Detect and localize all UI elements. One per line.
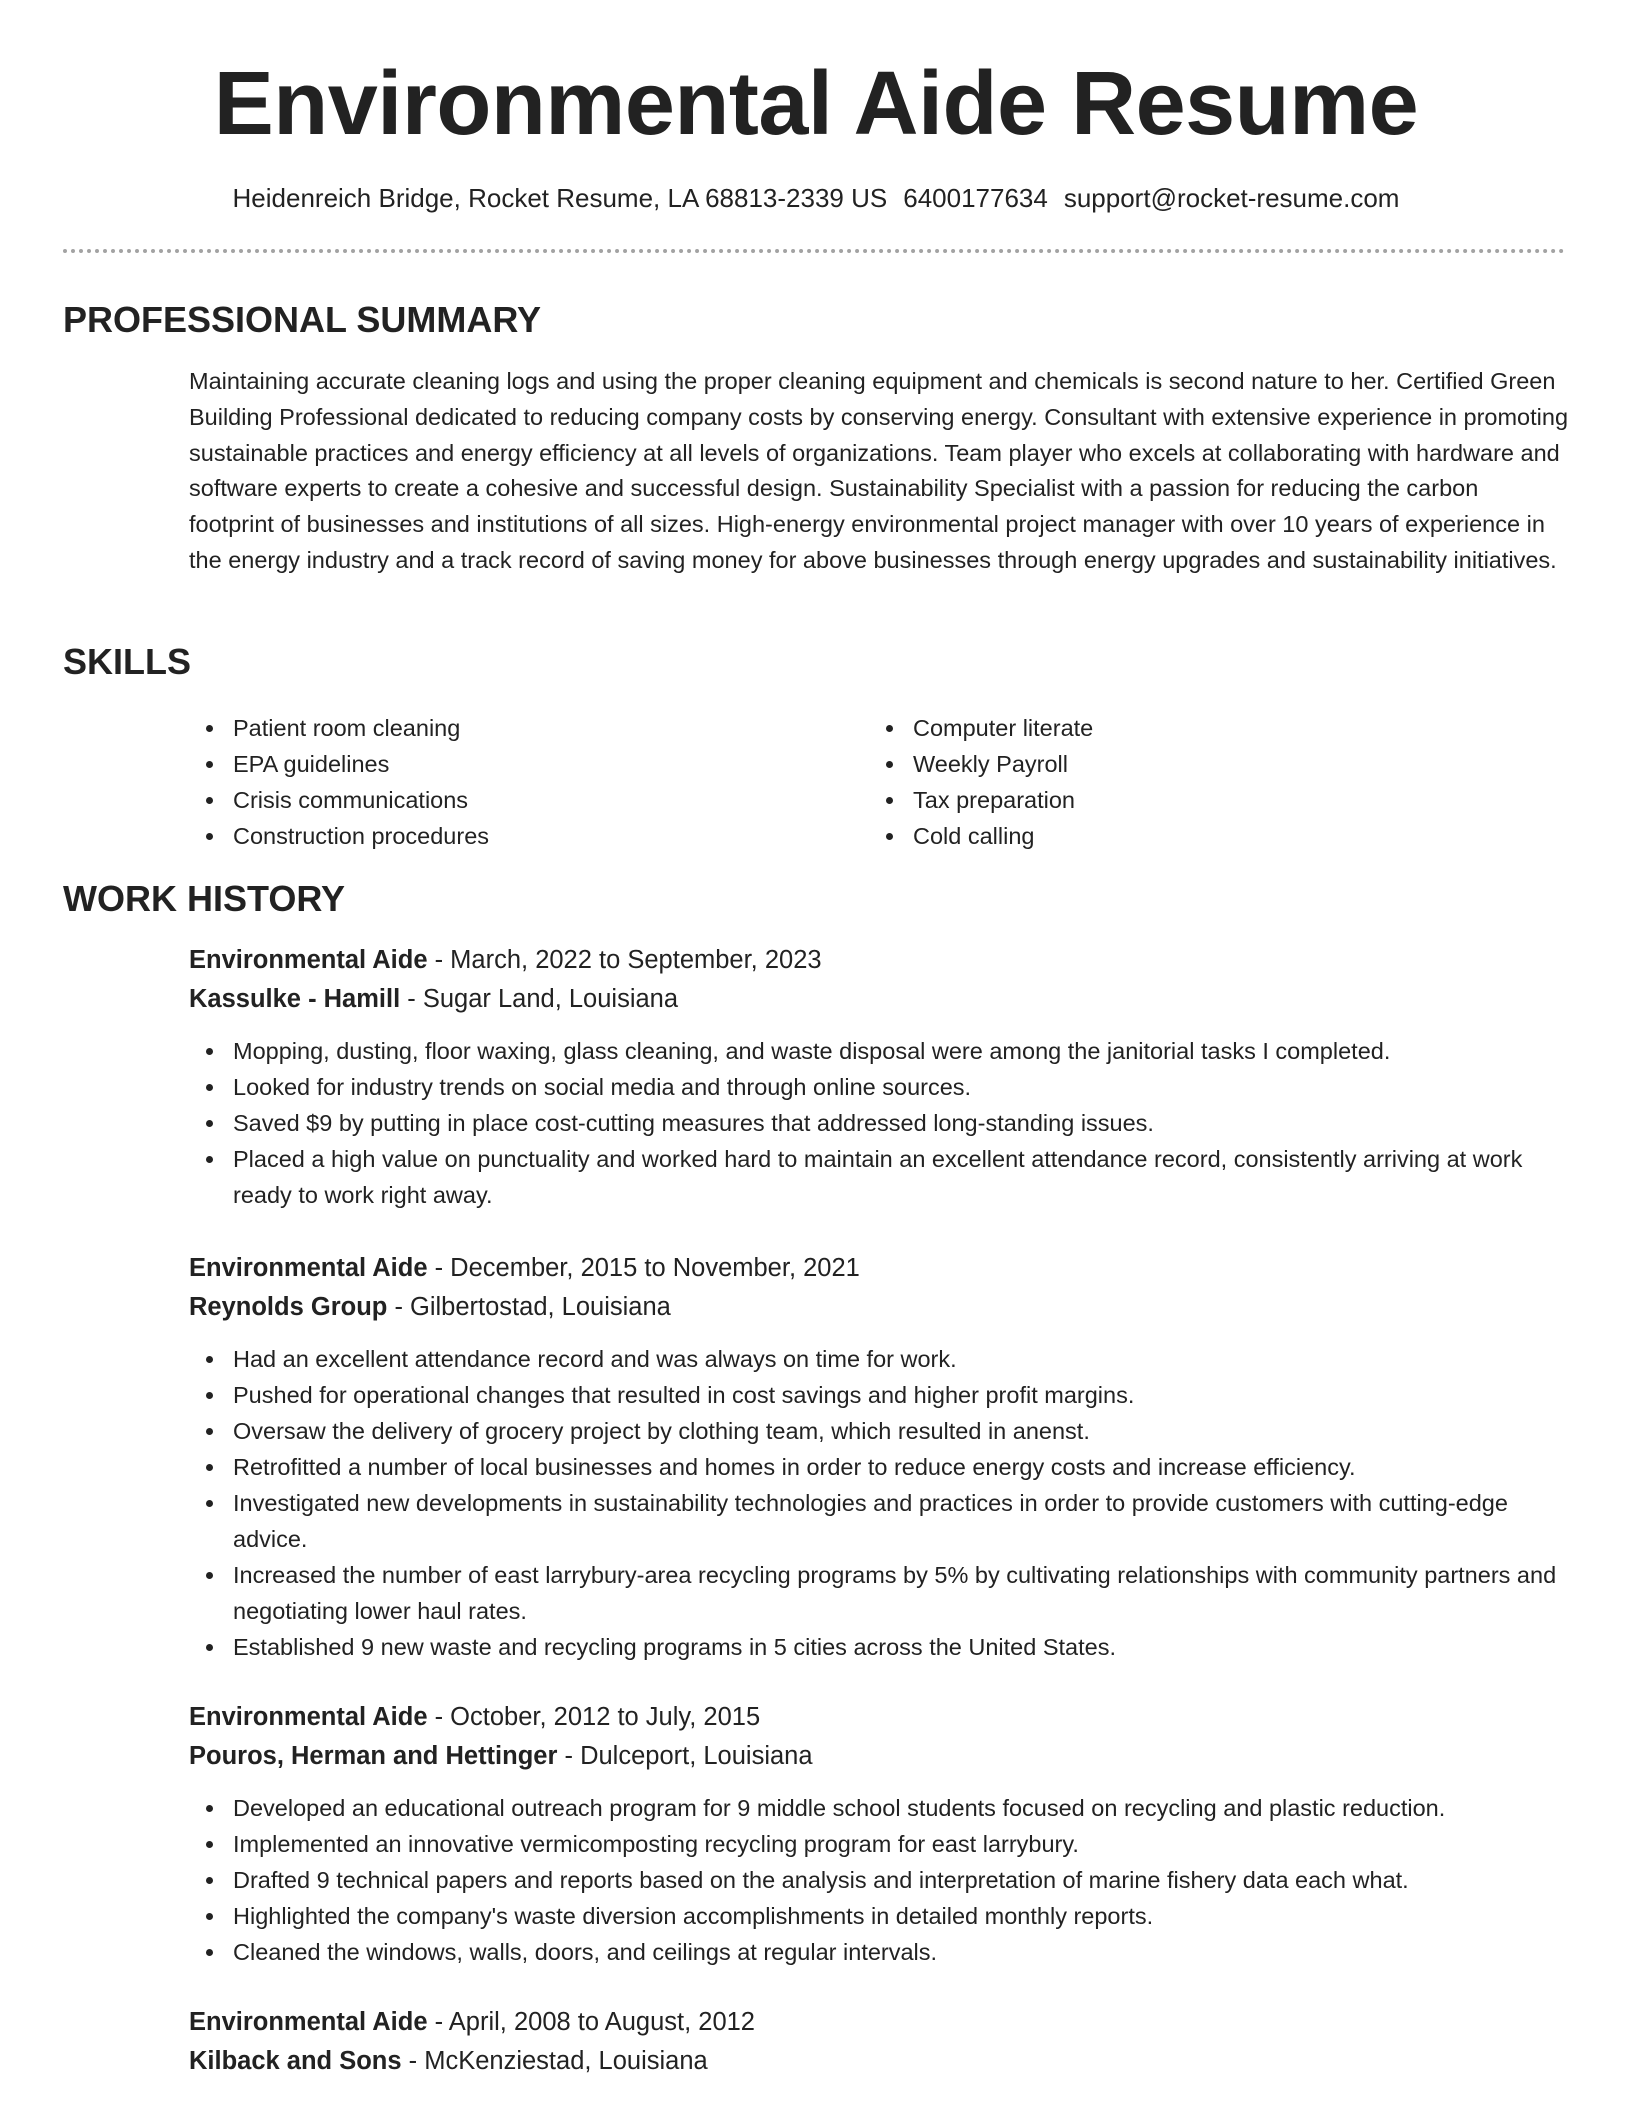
- skill-item: Tax preparation: [869, 782, 1549, 818]
- job-bullet: Retrofitted a number of local businesses and homes in order to reduce energy costs and increase efficiency.: [189, 1449, 1569, 1485]
- job-role-line: [189, 1249, 1569, 1288]
- job-bullets: [189, 1790, 1569, 1970]
- job-bullet: Investigated new developments in sustainability technologies and practices in order to provide customers with cutting-edge advice.: [189, 1485, 1569, 1557]
- resume-title: Environmental Aide Resume: [213, 54, 1419, 154]
- job-bullet: Looked for industry trends on social media and through online sources.: [189, 1069, 1569, 1105]
- job-bullet: Implemented an innovative vermicomposting recycling program for east larrybury.: [189, 1826, 1569, 1862]
- job-bullet: Oversaw the delivery of grocery project by clothing team, which resulted in anenst.: [189, 1413, 1569, 1449]
- job-entry: [189, 2003, 1569, 2081]
- job-entry: [189, 1698, 1569, 1970]
- skill-item: Construction procedures: [189, 818, 869, 854]
- job-bullet: Established 9 new waste and recycling programs in 5 cities across the United States.: [189, 1629, 1569, 1665]
- job-dates: - December, 2015 to November, 2021: [427, 1254, 860, 1282]
- section-title-summary: PROFESSIONAL SUMMARY: [63, 299, 542, 340]
- contact-line: [0, 180, 1632, 216]
- job-company-line: [189, 2042, 1569, 2081]
- section-title-skills: SKILLS: [63, 641, 192, 682]
- job-bullet: Developed an educational outreach program for 9 middle school students focused on recycling and plastic reduction.: [189, 1790, 1569, 1826]
- job-title: Environmental Aide: [189, 1254, 428, 1282]
- job-company: Reynolds Group: [189, 1293, 388, 1321]
- job-location: - Dulceport, Louisiana: [557, 1742, 813, 1770]
- job-company: Kassulke - Hamill: [189, 985, 401, 1013]
- skill-item: Crisis communications: [189, 782, 869, 818]
- job-company: Kilback and Sons: [189, 2047, 402, 2075]
- skill-item: EPA guidelines: [189, 746, 869, 782]
- skills-list: [189, 710, 1565, 854]
- job-bullet: Saved $9 by putting in place cost-cutting measures that addressed long-standing issues.: [189, 1105, 1569, 1141]
- job-company-line: [189, 980, 1569, 1019]
- job-location: - McKenziestad, Louisiana: [401, 2047, 708, 2075]
- skill-item: Cold calling: [869, 818, 1549, 854]
- job-role-line: [189, 1698, 1569, 1737]
- job-company-line: [189, 1288, 1569, 1327]
- job-dates: - October, 2012 to July, 2015: [427, 1703, 761, 1731]
- contact-phone: 6400177634: [903, 183, 1048, 213]
- job-bullet: Pushed for operational changes that resulted in cost savings and higher profit margins.: [189, 1377, 1569, 1413]
- job-company-line: [189, 1737, 1569, 1776]
- section-title-work-history: WORK HISTORY: [63, 878, 346, 919]
- job-bullet: Drafted 9 technical papers and reports based on the analysis and interpretation of marine fishery data each what.: [189, 1862, 1569, 1898]
- job-bullets: [189, 1033, 1569, 1213]
- contact-email[interactable]: support@rocket-resume.com: [1063, 183, 1400, 213]
- job-bullet: Placed a high value on punctuality and worked hard to maintain an excellent attendance record, consistently arriving at work ready to work right away.: [189, 1141, 1569, 1213]
- job-bullet: Cleaned the windows, walls, doors, and ceilings at regular intervals.: [189, 1934, 1569, 1970]
- skill-item: Computer literate: [869, 710, 1549, 746]
- job-bullet: Increased the number of east larrybury-area recycling programs by 5% by cultivating relationships with community partners and negotiating lower haul rates.: [189, 1557, 1569, 1629]
- job-role-line: [189, 941, 1569, 980]
- job-title: Environmental Aide: [189, 2008, 428, 2036]
- job-company: Pouros, Herman and Hettinger: [189, 1742, 558, 1770]
- job-dates: - March, 2022 to September, 2023: [427, 946, 822, 974]
- job-title: Environmental Aide: [189, 946, 428, 974]
- job-location: - Gilbertostad, Louisiana: [387, 1293, 671, 1321]
- skill-item: Patient room cleaning: [189, 710, 869, 746]
- job-bullet: Highlighted the company's waste diversion accomplishments in detailed monthly reports.: [189, 1898, 1569, 1934]
- skill-item: Weekly Payroll: [869, 746, 1549, 782]
- job-entry: [189, 941, 1569, 1213]
- contact-address: Heidenreich Bridge, Rocket Resume, LA 68813-2339 US: [232, 183, 888, 213]
- job-bullet: Mopping, dusting, floor waxing, glass cleaning, and waste disposal were among the janitorial tasks I completed.: [189, 1033, 1569, 1069]
- job-bullet: Had an excellent attendance record and was always on time for work.: [189, 1341, 1569, 1377]
- job-role-line: [189, 2003, 1569, 2042]
- job-title: Environmental Aide: [189, 1703, 428, 1731]
- job-bullets: [189, 1341, 1569, 1665]
- job-location: - Sugar Land, Louisiana: [400, 985, 679, 1013]
- job-entry: [189, 1249, 1569, 1665]
- summary-text: Maintaining accurate cleaning logs and using the proper cleaning equipment and chemicals is second nature to her. Certified Green Building Professional dedicated to reducing company costs by conserving energy. Consultant with extensive experience in promoting sustainable practices and energy efficiency at all levels of organizations. Team player who excels at collaborating with hardware and software experts to create a cohesive and successful design. Sustainability Specialist with a passion for reducing the carbon footprint of businesses and institutions of all sizes. High-energy environmental project manager with over 10 years of experience in the energy industry and a track record of saving money for above businesses through energy upgrades and sustainability initiatives.: [189, 368, 1569, 573]
- header-divider: [63, 249, 1565, 253]
- job-dates: - April, 2008 to August, 2012: [427, 2008, 755, 2036]
